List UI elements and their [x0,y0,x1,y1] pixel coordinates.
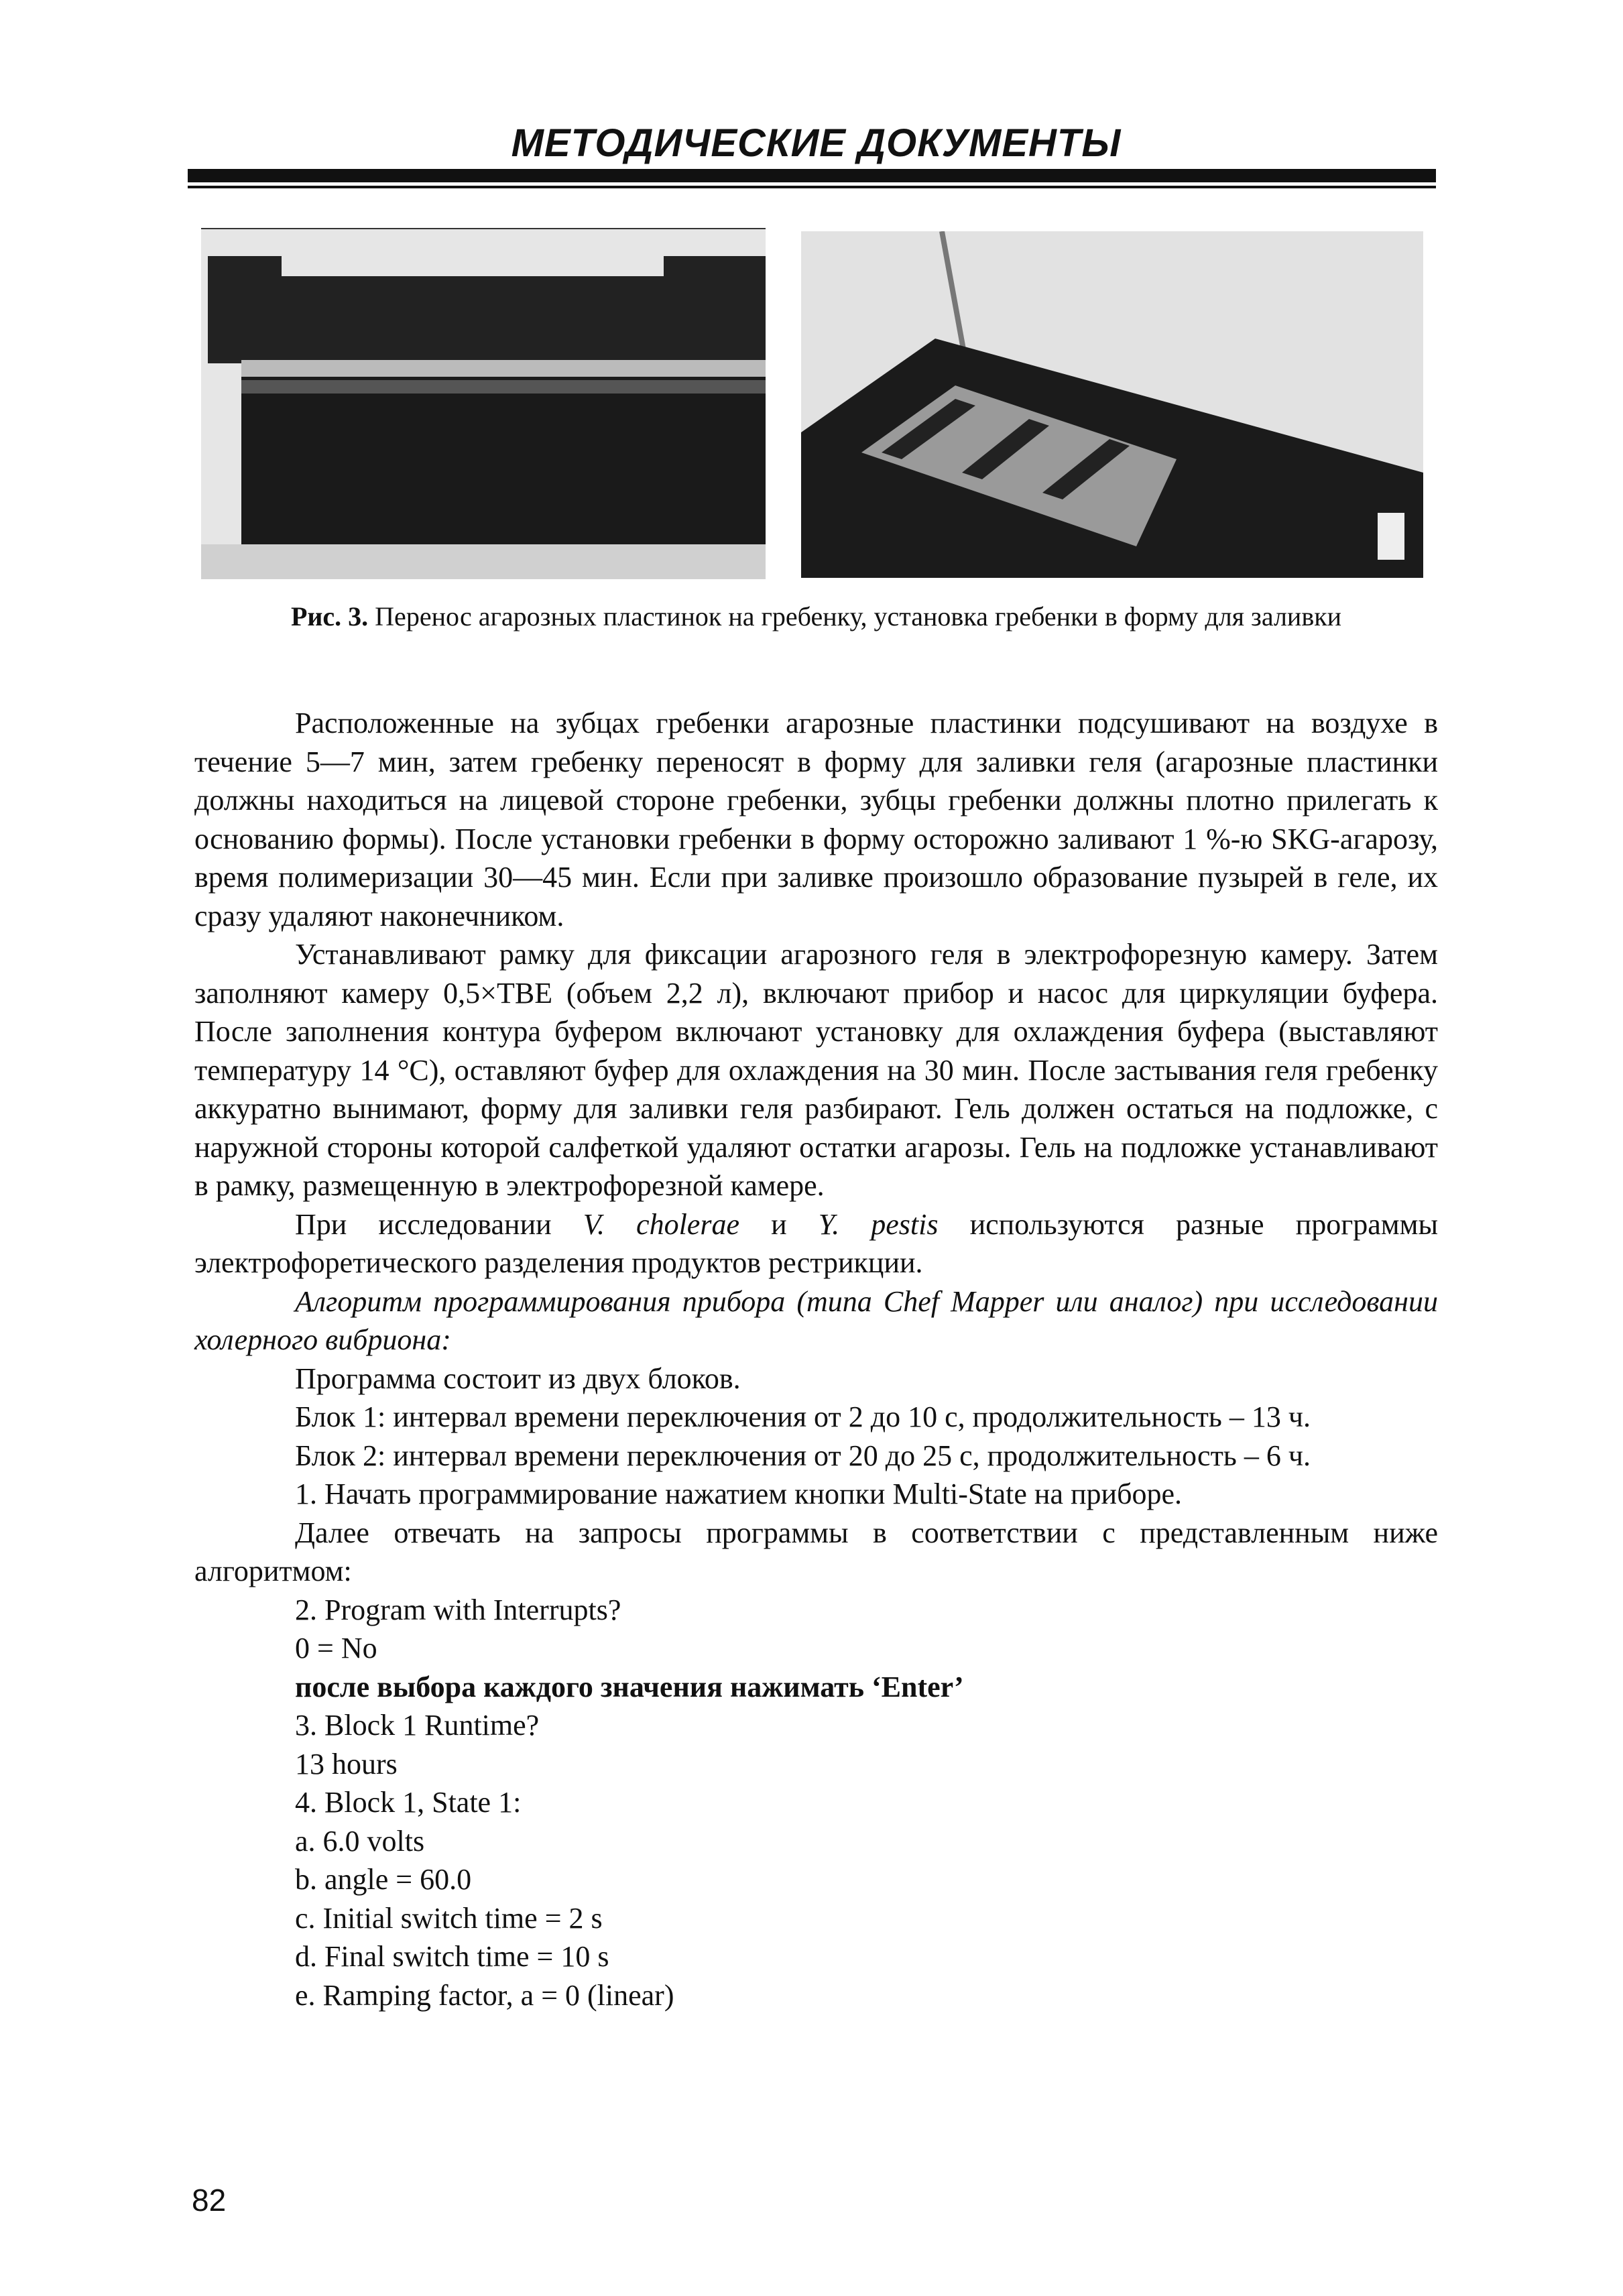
paragraph: Расположенные на зубцах гребенки агарозные пластинки подсушивают на воздухе в течение 5—7 мин, затем гребенку переносят в форму для заливки геля (агарозные пластинки должны находиться на лицевой стороне гребенки, зубцы гребенки должны плотно прилегать к основанию формы). После установки гребенки в форму осторожно заливают 1 %-ю SKG-агарозу, время полимеризации 30—45 мин. Если при заливке произошло образование пузырей в геле, их сразу удаляют наконечником. [194,707,1438,932]
bold-note-text: после выбора каждого значения нажимать ‘Enter’ [295,1670,964,1703]
photo-comb-transfer [201,228,766,579]
figure-label: Рис. 3. [290,601,369,631]
program-line: Программа состоит из двух блоков. [295,1362,741,1395]
text: используются разные программы электрофоретического разделения продуктов рестрикции. [194,1207,1439,1279]
step-line: b. angle = 60.0 [295,1863,472,1896]
step-line: 2. Program with Interrupts? [295,1593,621,1626]
species-name: Y. pestis [818,1207,939,1241]
species-name: V. cholerae [583,1207,739,1241]
page-number: 82 [192,2183,227,2218]
answer-intro: Далее отвечать на запросы программы в соответствии с представленным ниже алгоритмом: [194,1516,1438,1587]
figure-caption-text: Перенос агарозных пластинок на гребенку, установка гребенки в форму для заливки [368,601,1342,631]
algorithm-title-text: Алгоритм программирования прибора (типа Chef Mapper или аналог) при исследовании холерного вибриона: [194,1284,1438,1356]
photo-comb-in-mold [801,231,1423,578]
step-line: 3. Block 1 Runtime? [295,1709,540,1742]
program-line: 1. Начать программирование нажатием кнопки Multi-State на приборе. [295,1477,1182,1510]
header-rule-thick [188,169,1436,182]
running-header: МЕТОДИЧЕСКИЕ ДОКУМЕНТЫ [511,121,1122,165]
algorithm-title [194,1282,1438,1360]
paragraph: Устанавливают рамку для фиксации агарозного геля в электрофорезную камеру. Затем заполняют камеру 0,5×TBE (объем 2,2 л), включают прибор и насос для циркуляции буфера. После заполнения контура буфером включают установку для охлаждения буфера (выставляют температуру 14 °С), оставляют буфер для охлаждения на 30 мин. После застывания геля гребенку аккуратно вынимают, форму для заливки геля разбирают. Гель должен остаться на подложке, с наружной стороны которой салфеткой удаляют остатки агарозы. Гель на подложке устанавливают в рамку, размещенную в электрофорезной камере. [194,938,1438,1202]
paragraph-species [194,1205,1438,1282]
step-line: d. Final switch time = 10 s [295,1940,609,1973]
step-line: 4. Block 1, State 1: [295,1786,522,1819]
bold-note [194,1668,1438,1707]
step-line: e. Ramping factor, a = 0 (linear) [295,1978,674,2012]
text: и [739,1207,819,1241]
header-rule-thin [188,186,1436,188]
step-line: a. 6.0 volts [295,1824,425,1858]
body-text [194,704,1438,2014]
program-line: Блок 2: интервал времени переключения от 20 до 25 с, продолжительность – 6 ч. [295,1439,1311,1472]
step-line: 13 hours [295,1747,398,1780]
text: При исследовании [295,1207,583,1241]
step-line: c. Initial switch time = 2 s [295,1901,603,1935]
figure-caption [194,600,1438,633]
program-line: Блок 1: интервал времени переключения от 2 до 10 с, продолжительность – 13 ч. [295,1400,1311,1433]
step-line: 0 = No [295,1632,377,1665]
